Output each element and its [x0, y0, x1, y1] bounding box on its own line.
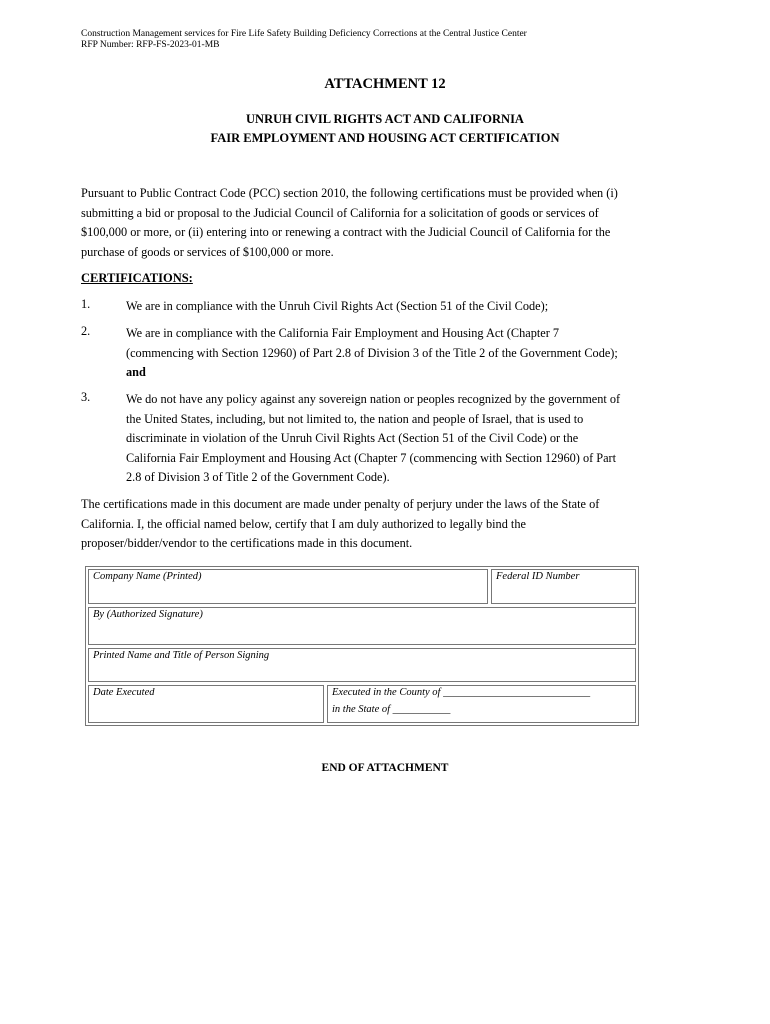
certification-line: We do not have any policy against any sovereign nation or peoples recognized by the government of — [126, 392, 621, 406]
closing-line: California. I, the official named below, certify that I am duly authorized to legally bind the — [81, 516, 526, 531]
closing-paragraph — [81, 495, 691, 554]
federal-id-label: Federal ID Number — [496, 571, 580, 582]
certification-line: California Fair Employment and Housing Act (Chapter 7 (commencing with Section 12960) of Part — [126, 450, 617, 465]
certification-line: We are in compliance with the Unruh Civil Rights Act (Section 51 of the Civil Code); — [126, 299, 549, 313]
signature-field[interactable] — [88, 607, 636, 645]
federal-id-field[interactable] — [491, 569, 636, 604]
end-of-attachment: END OF ATTACHMENT — [321, 762, 449, 774]
attachment-title: ATTACHMENT 12 — [324, 76, 446, 92]
page-header — [81, 29, 527, 51]
certification-line: We are in compliance with the California Fair Employment and Housing Act (Chapter 7 — [126, 326, 560, 340]
certification-item-3 — [126, 390, 691, 488]
printed-name-label: Printed Name and Title of Person Signing — [93, 650, 270, 661]
certification-line: discriminate in violation of the Unruh Civil Rights Act (Section 51 of the Civil Code) or the — [126, 431, 579, 445]
certification-item-2 — [126, 324, 691, 383]
certifications-heading: CERTIFICATIONS: — [81, 271, 193, 285]
signature-label: By (Authorized Signature) — [93, 609, 203, 620]
date-executed-field[interactable] — [88, 685, 324, 723]
intro-paragraph — [81, 184, 691, 262]
subtitle-line-1: UNRUH CIVIL RIGHTS ACT AND CALIFORNIA — [246, 112, 524, 126]
certification-line: 2.8 of Division 3 of Title 2 of the Government Code). — [126, 470, 390, 484]
certification-conjunction: and — [126, 365, 146, 379]
certification-line: the United States, including, but not limited to, the nation and people of Israel, that is used to — [126, 411, 584, 426]
executed-county-label: Executed in the County of ____________________________ — [332, 687, 591, 698]
date-executed-label: Date Executed — [93, 687, 155, 698]
certification-number: 1. — [81, 297, 91, 311]
signature-form — [85, 566, 639, 726]
closing-line: proposer/bidder/vendor to the certifications made in this document. — [81, 536, 413, 550]
certification-number: 3. — [81, 390, 91, 404]
subtitle-line-2: FAIR EMPLOYMENT AND HOUSING ACT CERTIFICATION — [210, 131, 560, 145]
certification-item-1 — [126, 297, 691, 317]
company-name-field[interactable] — [88, 569, 488, 604]
closing-line: The certifications made in this document are made under penalty of perjury under the laws of the State of — [81, 497, 600, 511]
printed-name-field[interactable] — [88, 648, 636, 682]
header-project-title: Construction Management services for Fire Life Safety Building Deficiency Corrections at the Central Justice Center — [81, 29, 527, 39]
executed-state-label: in the State of ___________ — [332, 704, 451, 715]
executed-location-field[interactable] — [327, 685, 636, 723]
header-rfp-number: RFP Number: RFP-FS-2023-01-MB — [81, 40, 220, 50]
intro-line: $100,000 or more, or (ii) entering into or renewing a contract with the Judicial Council of California for the — [81, 225, 611, 239]
intro-line: purchase of goods or services of $100,000 or more. — [81, 244, 334, 259]
intro-line: Pursuant to Public Contract Code (PCC) section 2010, the following certifications must be provided when (i) — [81, 186, 618, 200]
certification-line: (commencing with Section 12960) of Part 2.8 of Division 3 of the Title 2 of the Government Code); — [126, 345, 618, 360]
intro-line: submitting a bid or proposal to the Judicial Council of California for a solicitation of goods or services of — [81, 205, 599, 220]
certification-number: 2. — [81, 324, 91, 338]
company-name-label: Company Name (Printed) — [93, 571, 202, 582]
